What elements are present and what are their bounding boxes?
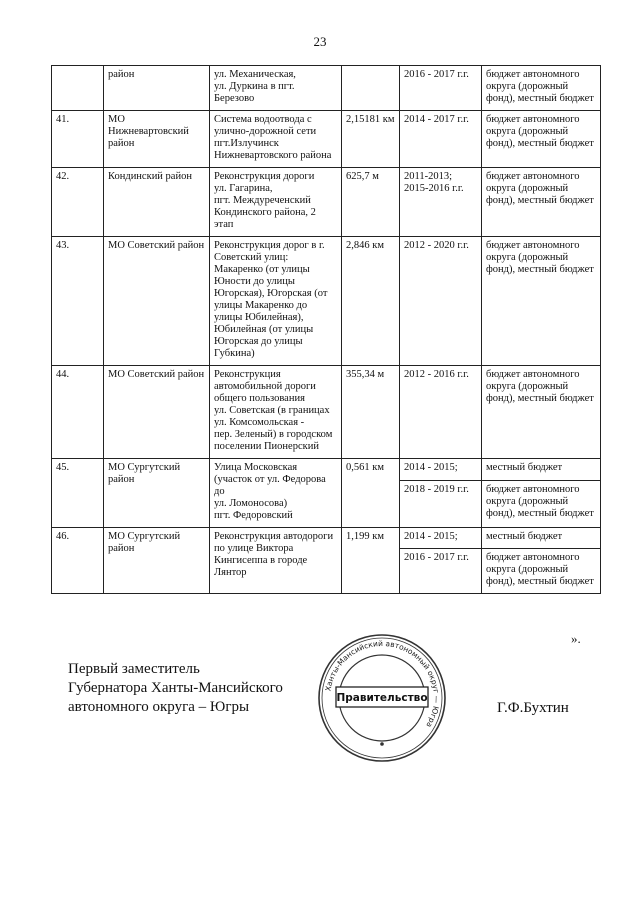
length-cell: 2,846 км: [342, 237, 400, 366]
official-seal: [316, 632, 448, 764]
object-cell: Реконструкция дороги ул. Гагарина, пгт. Междуреченский Кондинского района, 2 этап: [210, 168, 342, 237]
district-cell: Кондинский район: [104, 168, 210, 237]
length-cell: 0,561 км: [342, 459, 400, 528]
length-cell: [342, 66, 400, 111]
funding-source-cell: бюджет автономного округа (дорожный фонд), местный бюджет: [482, 366, 601, 459]
row-number: 42.: [52, 168, 104, 237]
object-cell: ул. Механическая, ул. Дуркина в пгт. Березово: [210, 66, 342, 111]
row-number: 43.: [52, 237, 104, 366]
table-row: [52, 66, 601, 111]
period-cell: 2014 - 2015;: [400, 459, 482, 481]
funding-source-cell: бюджет автономного округа (дорожный фонд), местный бюджет: [482, 237, 601, 366]
length-cell: 355,34 м: [342, 366, 400, 459]
district-cell: МО Сургутский район: [104, 459, 210, 528]
length-cell: 625,7 м: [342, 168, 400, 237]
object-cell: Реконструкция автодороги по улице Виктора Кингисеппа в городе Лянтор: [210, 528, 342, 594]
row-number: 41.: [52, 111, 104, 168]
period-cell: 2011-2013; 2015-2016 г.г.: [400, 168, 482, 237]
object-cell: Система водоотвода с улично-дорожной сети пгт.Излучинск Нижневартовского района: [210, 111, 342, 168]
object-cell: Реконструкция дорог в г. Советский улиц: Макаренко (от улицы Юности до улицы Югорская), Югорская (от улицы Макаренко до улицы Юбилейная), Юбилейная (от улицы Югорская до улицы Губкина): [210, 237, 342, 366]
period-cell: 2018 - 2019 г.г.: [400, 480, 482, 527]
seal-ring-text: Ханты-Мансийский автономный округ — Югра: [323, 638, 442, 730]
district-cell: МО Советский район: [104, 366, 210, 459]
table-row: [52, 366, 601, 459]
period-cell: 2012 - 2020 г.г.: [400, 237, 482, 366]
funding-source-cell: бюджет автономного округа (дорожный фонд), местный бюджет: [482, 549, 601, 594]
row-number: 45.: [52, 459, 104, 528]
length-cell: 1,199 км: [342, 528, 400, 594]
page-number: 23: [313, 34, 327, 49]
table-row: [52, 459, 601, 481]
seal-center-text: Правительство: [336, 692, 428, 704]
period-cell: 2016 - 2017 г.г.: [400, 549, 482, 594]
road-objects-table: [51, 65, 601, 594]
signatory-title: Первый заместитель Губернатора Ханты-Мансийского автономного округа – Югры: [68, 661, 283, 715]
period-cell: 2012 - 2016 г.г.: [400, 366, 482, 459]
table-row: [52, 111, 601, 168]
funding-source-cell: бюджет автономного округа (дорожный фонд), местный бюджет: [482, 480, 601, 527]
row-number: [52, 66, 104, 111]
period-cell: 2014 - 2017 г.г.: [400, 111, 482, 168]
funding-source-cell: бюджет автономного округа (дорожный фонд), местный бюджет: [482, 66, 601, 111]
district-cell: МО Советский район: [104, 237, 210, 366]
district-cell: МО Сургутский район: [104, 528, 210, 594]
object-cell: Реконструкция автомобильной дороги общего пользования ул. Советская (в границах ул. Комсомольская - пер. Зеленый) в городском поселении Пионерский: [210, 366, 342, 459]
district-cell: МО Нижневартовский район: [104, 111, 210, 168]
table-row: [52, 168, 601, 237]
table-row: [52, 237, 601, 366]
period-cell: 2016 - 2017 г.г.: [400, 66, 482, 111]
funding-source-cell: местный бюджет: [482, 528, 601, 549]
funding-source-cell: бюджет автономного округа (дорожный фонд), местный бюджет: [482, 168, 601, 237]
signatory-name: Г.Ф.Бухтин: [497, 700, 569, 716]
funding-source-cell: местный бюджет: [482, 459, 601, 481]
district-cell: район: [104, 66, 210, 111]
row-number: 46.: [52, 528, 104, 594]
table-row: [52, 528, 601, 549]
row-number: 44.: [52, 366, 104, 459]
object-cell: Улица Московская (участок от ул. Федорова до ул. Ломоносова) пгт. Федоровский: [210, 459, 342, 528]
funding-source-cell: бюджет автономного округа (дорожный фонд), местный бюджет: [482, 111, 601, 168]
length-cell: 2,15181 км: [342, 111, 400, 168]
closing-quote: ».: [571, 631, 581, 646]
period-cell: 2014 - 2015;: [400, 528, 482, 549]
